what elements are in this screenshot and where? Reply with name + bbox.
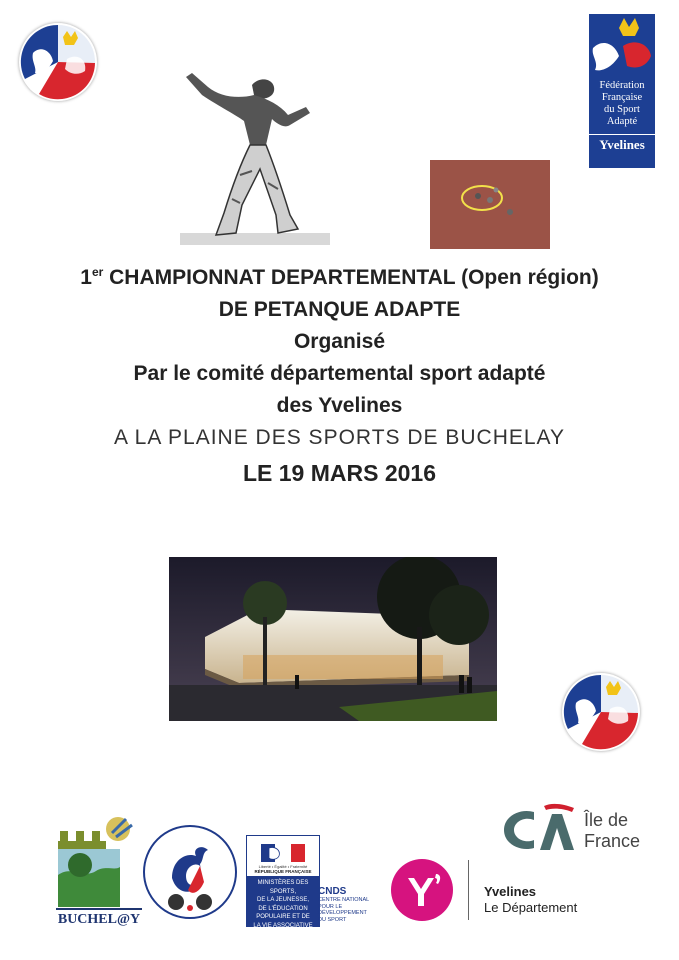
ministere-line-3: DE L'ÉDUCATION	[258, 905, 308, 912]
ministere-motto: Liberté • Égalité • Fraternité	[258, 864, 308, 869]
ministere-line-2: DE LA JEUNESSE,	[256, 897, 310, 903]
ffpjp-icon	[142, 818, 238, 928]
cnds-line-2: POUR LE	[318, 903, 343, 910]
cnds-line-4: DU SPORT	[318, 916, 347, 923]
yvelines-y-icon	[390, 858, 454, 922]
credit-agricole-icon	[500, 802, 576, 858]
ffsa-line-2: Française	[601, 92, 643, 103]
ffsa-line-4: Adapté	[606, 116, 638, 127]
ffsa-emblem-top-left	[19, 23, 97, 101]
event-heading	[0, 262, 679, 492]
yvelines-departement-logo	[390, 858, 610, 922]
yvelines-name: Yvelines	[484, 884, 537, 899]
cnds-logo	[318, 886, 374, 926]
ffsa-region: Yvelines	[589, 134, 655, 153]
cnds-title: CNDS	[318, 886, 347, 897]
yvelines-subtitle: Le Département	[484, 900, 578, 915]
ffsa-line-1: Fédération	[599, 80, 645, 91]
ca-line-1: Île de	[584, 810, 629, 830]
heading-line-2: DE PETANQUE ADAPTE	[218, 298, 461, 321]
heading-line-4: Par le comité départemental sport adapté	[133, 362, 546, 385]
ffpjp-logo	[142, 818, 238, 928]
sports-hall-photo	[169, 557, 497, 721]
marianne-icon	[261, 844, 305, 862]
ministere-line-4: POPULAIRE ET DE	[256, 914, 310, 920]
petanque-player-illustration	[180, 65, 330, 245]
ffsa-line-3: du Sport	[604, 104, 640, 115]
ministere-sports-logo	[246, 835, 320, 927]
buchelay-icon	[56, 815, 142, 907]
boules-photo	[430, 160, 550, 249]
venue: A LA PLAINE DES SPORTS DE BUCHELAY	[113, 426, 566, 449]
ordinal-suffix: er	[91, 265, 104, 279]
heading-line-3: Organisé	[293, 330, 386, 353]
yvelines-divider	[468, 860, 469, 920]
ca-line-2: France	[584, 831, 641, 851]
cnds-line-1: CENTRE NATIONAL	[318, 897, 370, 903]
ffsa-icon	[589, 14, 655, 78]
ffsa-emblem-bottom-right	[562, 673, 640, 751]
ministere-line-1: MINISTÈRES DES SPORTS,	[257, 880, 309, 895]
ministere-republique: RÉPUBLIQUE FRANÇAISE	[254, 869, 312, 874]
heading-line-5: des Yvelines	[276, 394, 403, 417]
buchelay-name: BUCHEL@Y	[56, 908, 142, 928]
cnds-line-3: DÉVELOPPEMENT	[318, 910, 367, 916]
ministere-line-5: LA VIE ASSOCIATIVE	[253, 922, 313, 929]
credit-agricole-logo	[500, 800, 650, 860]
heading-line-1: 1er CHAMPIONNAT DEPARTEMENTAL (Open région)	[80, 265, 599, 289]
buchelay-logo	[56, 815, 142, 930]
event-date: LE 19 MARS 2016	[242, 460, 437, 486]
ffsa-yvelines-badge	[589, 14, 655, 168]
